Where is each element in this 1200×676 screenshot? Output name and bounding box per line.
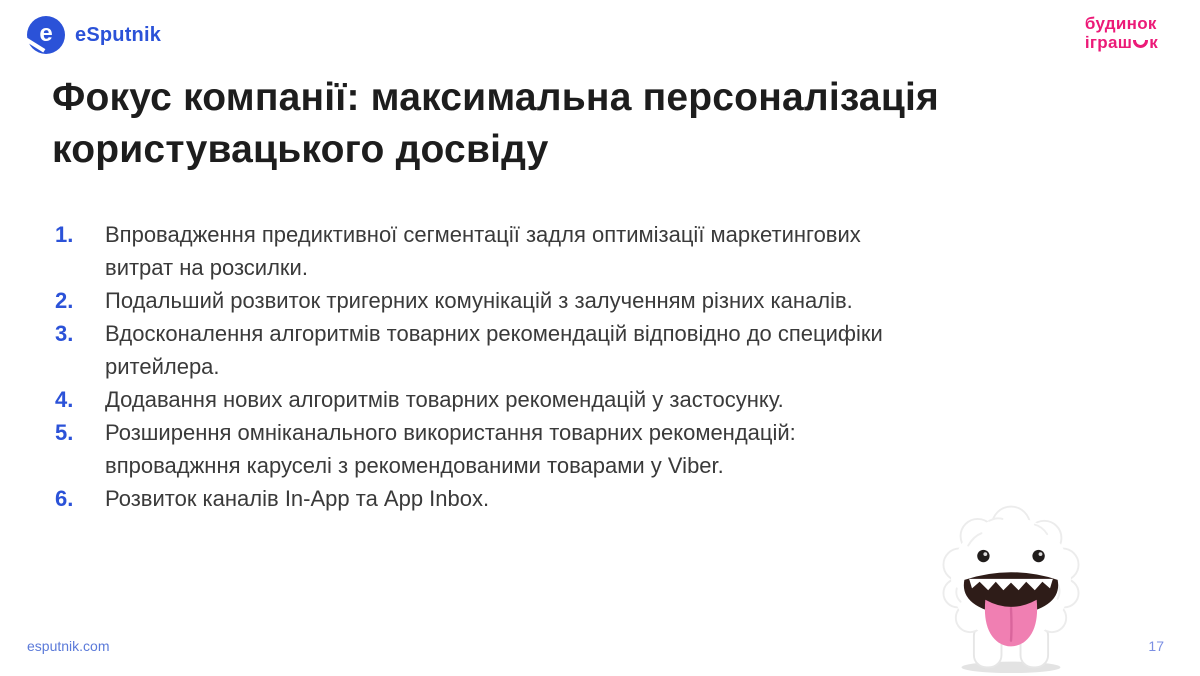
website-link[interactable]: esputnik.com <box>27 638 110 654</box>
page-title <box>52 72 1162 176</box>
title-line: користувацького досвіду <box>52 128 549 171</box>
title-line: Фокус компанії: максимальна персоналізація <box>52 76 939 119</box>
list-item <box>55 416 1055 482</box>
list-item <box>55 482 1055 515</box>
esputnik-logo-icon <box>27 16 65 54</box>
partner-logo-line1: будинок <box>1084 14 1157 33</box>
list-item <box>55 383 1055 416</box>
list-item <box>55 218 1055 284</box>
partner-logo-line2-end: к <box>1149 33 1158 52</box>
list-item-number: 4. <box>55 387 74 412</box>
monster-mascot-image <box>930 498 1092 674</box>
partner-logo-line2-start: іграш <box>1084 33 1133 52</box>
list-item-number: 1. <box>55 222 74 247</box>
list-item <box>55 284 1055 317</box>
partner-logo <box>1085 14 1158 52</box>
smile-icon <box>1133 40 1148 48</box>
logo-letter: e <box>39 20 53 47</box>
focus-list <box>55 218 1055 515</box>
list-item-number: 5. <box>55 420 74 445</box>
list-item-number: 2. <box>55 288 74 313</box>
list-item-text: Розвиток каналів In-App та App Inbox. <box>105 486 490 511</box>
list-item-text: Додавання нових алгоритмів товарних рекомендацій у застосунку. <box>105 387 784 412</box>
list-item-text: Впровадження предиктивної сегментації задля оптимізації маркетингових витрат на розсилки. <box>105 222 861 280</box>
partner-logo-line2 <box>1085 33 1158 52</box>
esputnik-logo <box>27 16 161 54</box>
list-item-number: 3. <box>55 321 74 346</box>
list-item-text: Подальший розвиток тригерних комунікацій з залученням різних каналів. <box>105 288 853 313</box>
list-item-text: Розширення омніканального використання товарних рекомендацій: впроваджння каруселі з рекомендованими товарами у Viber. <box>105 420 796 478</box>
list-item-number: 6. <box>55 486 74 511</box>
page-number: 17 <box>1148 638 1164 654</box>
list-item-text: Вдосконалення алгоритмів товарних рекомендацій відповідно до специфіки ритейлера. <box>105 321 883 379</box>
list-item <box>55 317 1055 383</box>
brand-name: eSputnik <box>75 23 162 46</box>
